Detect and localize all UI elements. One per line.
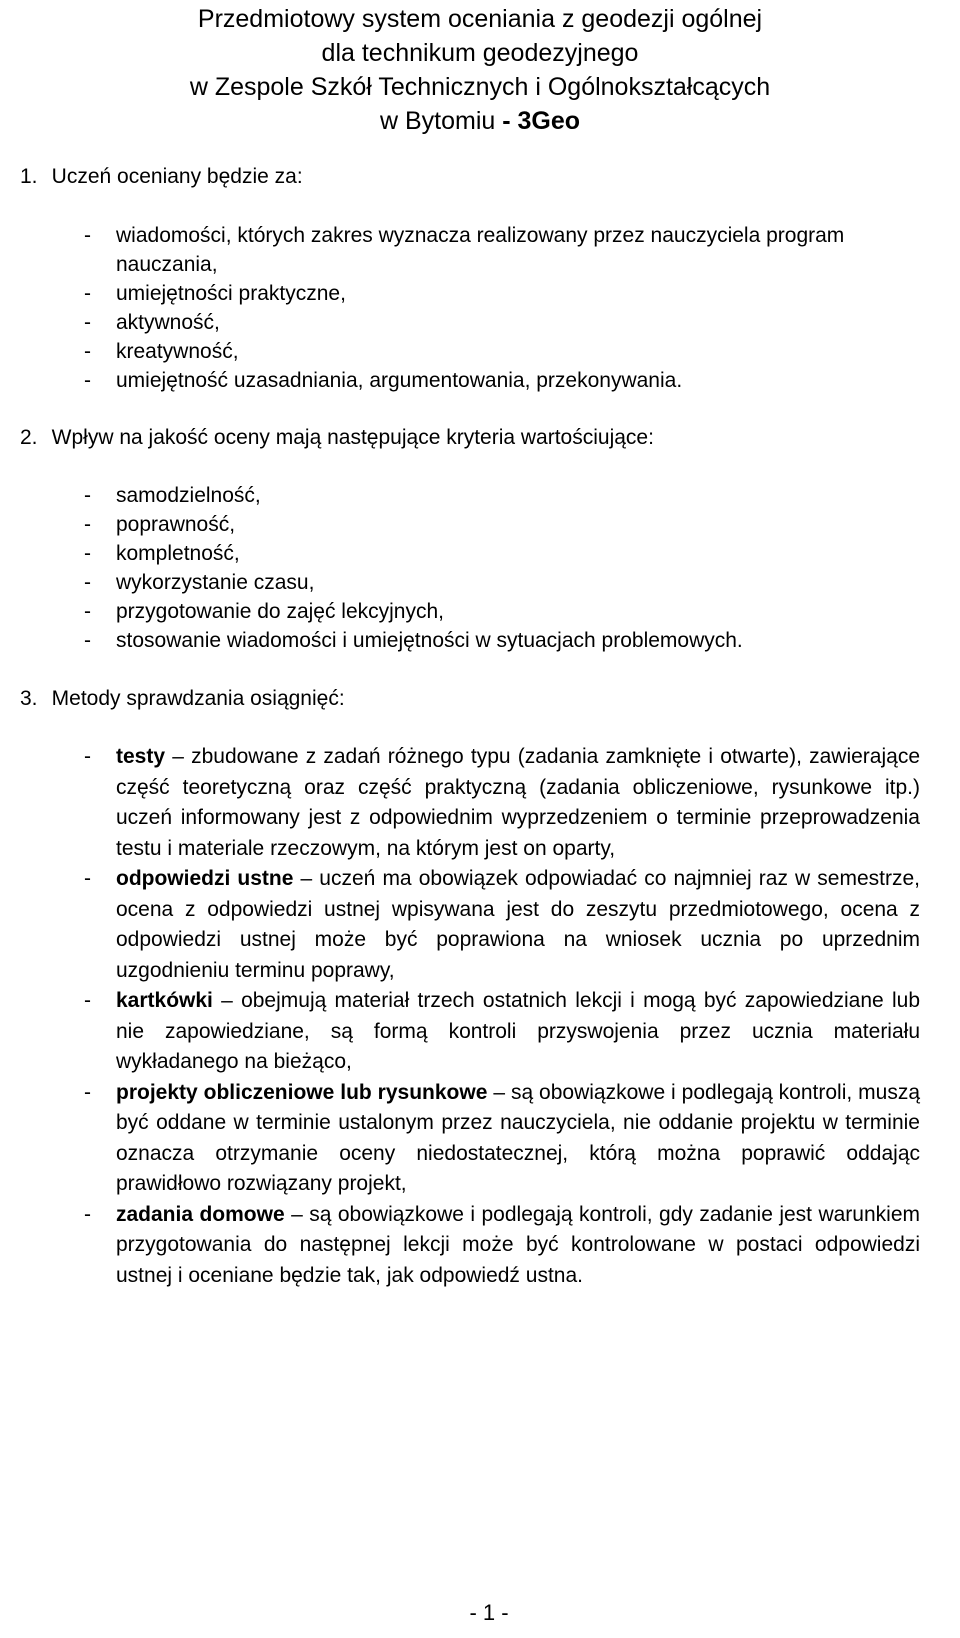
list-item-text: – są obowiązkowe i podlegają kontroli, muszą być oddane w terminie ustalonym przez nauczyciela, nie oddanie projektu w terminie oznacza otrzymanie oceny niedostatecznej, którą można poprawić oddając prawidłowo rozwiązany projekt, [116,1080,920,1195]
list-dash: - [84,369,91,392]
list-dash: - [84,224,91,247]
list-item-text: umiejętności praktyczne, [116,282,346,305]
list-dash: - [84,282,91,305]
section-1-list [0,221,920,395]
list-item [0,279,920,308]
list-dash: - [84,989,91,1012]
title-line-3: w Zespole Szkół Technicznych i Ogólnokształcących [189,73,771,101]
section-2-heading [20,423,920,452]
section-3-number: 3. [20,687,38,710]
title-line-1: Przedmiotowy system oceniania z geodezji ogólnej [197,5,763,33]
section-2-list [0,481,920,655]
list-item-text: umiejętność uzasadniania, argumentowania, przekonywania. [116,369,683,392]
section-1-heading-text: Uczeń oceniany będzie za: [51,165,303,188]
list-item [0,366,920,395]
list-item [0,481,920,510]
list-dash: - [84,745,91,768]
list-item [0,742,920,864]
list-item-text: przygotowanie do zajęć lekcyjnych, [116,600,445,623]
list-dash: - [84,629,91,652]
section-1-number: 1. [20,165,38,188]
list-item [0,510,920,539]
section-1-heading [20,162,920,191]
list-dash: - [84,513,91,536]
list-item [0,568,920,597]
list-item [0,539,920,568]
list-item [0,1078,920,1200]
list-item-text: kreatywność, [116,340,239,363]
section-3-heading-text: Metody sprawdzania osiągnięć: [51,687,345,710]
list-item-text: – są obowiązkowe i podlegają kontroli, gdy zadanie jest warunkiem przygotowania do następnej lekcji może być kontrolowane w postaci odpowiedzi ustnej i oceniane będzie tak, jak odpowiedź ustna. [116,1202,920,1287]
list-dash: - [84,867,91,890]
list-item-text: wykorzystanie czasu, [116,571,315,594]
section-2-number: 2. [20,426,38,449]
section-3-list [0,742,920,1291]
list-item [0,626,920,655]
list-dash: - [84,484,91,507]
list-item-term: testy [116,745,166,768]
list-item-text: poprawność, [116,513,236,536]
list-item-text: – obejmują materiał trzech ostatnich lekcji i mogą być zapowiedziane lub nie zapowiedziane, są formą kontroli przyswojenia przez ucznia materiału wykładanego na bieżąco, [116,989,920,1073]
title-line-4 [40,104,920,138]
list-dash: - [84,311,91,334]
title-line-4-prefix: w Bytomiu [379,107,503,135]
list-dash: - [84,340,91,363]
list-dash: - [84,600,91,623]
list-dash: - [84,1080,91,1104]
list-item [0,221,920,279]
list-item [0,986,920,1078]
list-item-text: samodzielność, [116,484,261,507]
list-item-term: projekty obliczeniowe lub rysunkowe [116,1080,488,1104]
title-line-4-bold: - 3Geo [502,107,581,135]
list-item [0,597,920,626]
page-number: - 1 - [469,1600,509,1625]
list-dash: - [84,1202,91,1226]
list-item [0,1200,920,1292]
list-item-term: kartkówki [116,989,213,1012]
section-3-heading [20,684,920,713]
list-item-text: kompletność, [116,542,240,565]
list-item-term: odpowiedzi ustne [116,867,294,890]
list-dash: - [84,542,91,565]
list-item-term: zadania domowe [116,1202,285,1226]
list-dash: - [84,571,91,594]
list-item [0,864,920,986]
list-item-text: – zbudowane z zadań różnego typu (zadania zamknięte i otwarte), zawierające część teoretyczną oraz część praktyczną (zadania obliczeniowe, rysunkowe itp.) uczeń informowany jest z odpowiednim wyprzedzeniem o terminie przeprowadzenia testu i materiale rzeczowym, na którym jest on oparty, [116,745,920,860]
list-item-text: stosowanie wiadomości i umiejętności w sytuacjach problemowych. [116,629,743,652]
list-item-text: – uczeń ma obowiązek odpowiadać co najmniej raz w semestrze, ocena z odpowiedzi ustnej wpisywana jest do zeszytu przedmiotowego, ocena z odpowiedzi ustnej może być poprawiona na wniosek ucznia po uprzednim uzgodnieniu terminu poprawy, [116,867,920,982]
section-2-heading-text: Wpływ na jakość oceny mają następujące kryteria wartościujące: [51,426,654,449]
document-title [40,2,920,138]
list-item-text: aktywność, [116,311,220,334]
list-item [0,337,920,366]
list-item-text: wiadomości, których zakres wyznacza realizowany przez nauczyciela program nauczania, [116,224,845,276]
list-item [0,308,920,337]
title-line-2: dla technikum geodezyjnego [321,39,639,67]
